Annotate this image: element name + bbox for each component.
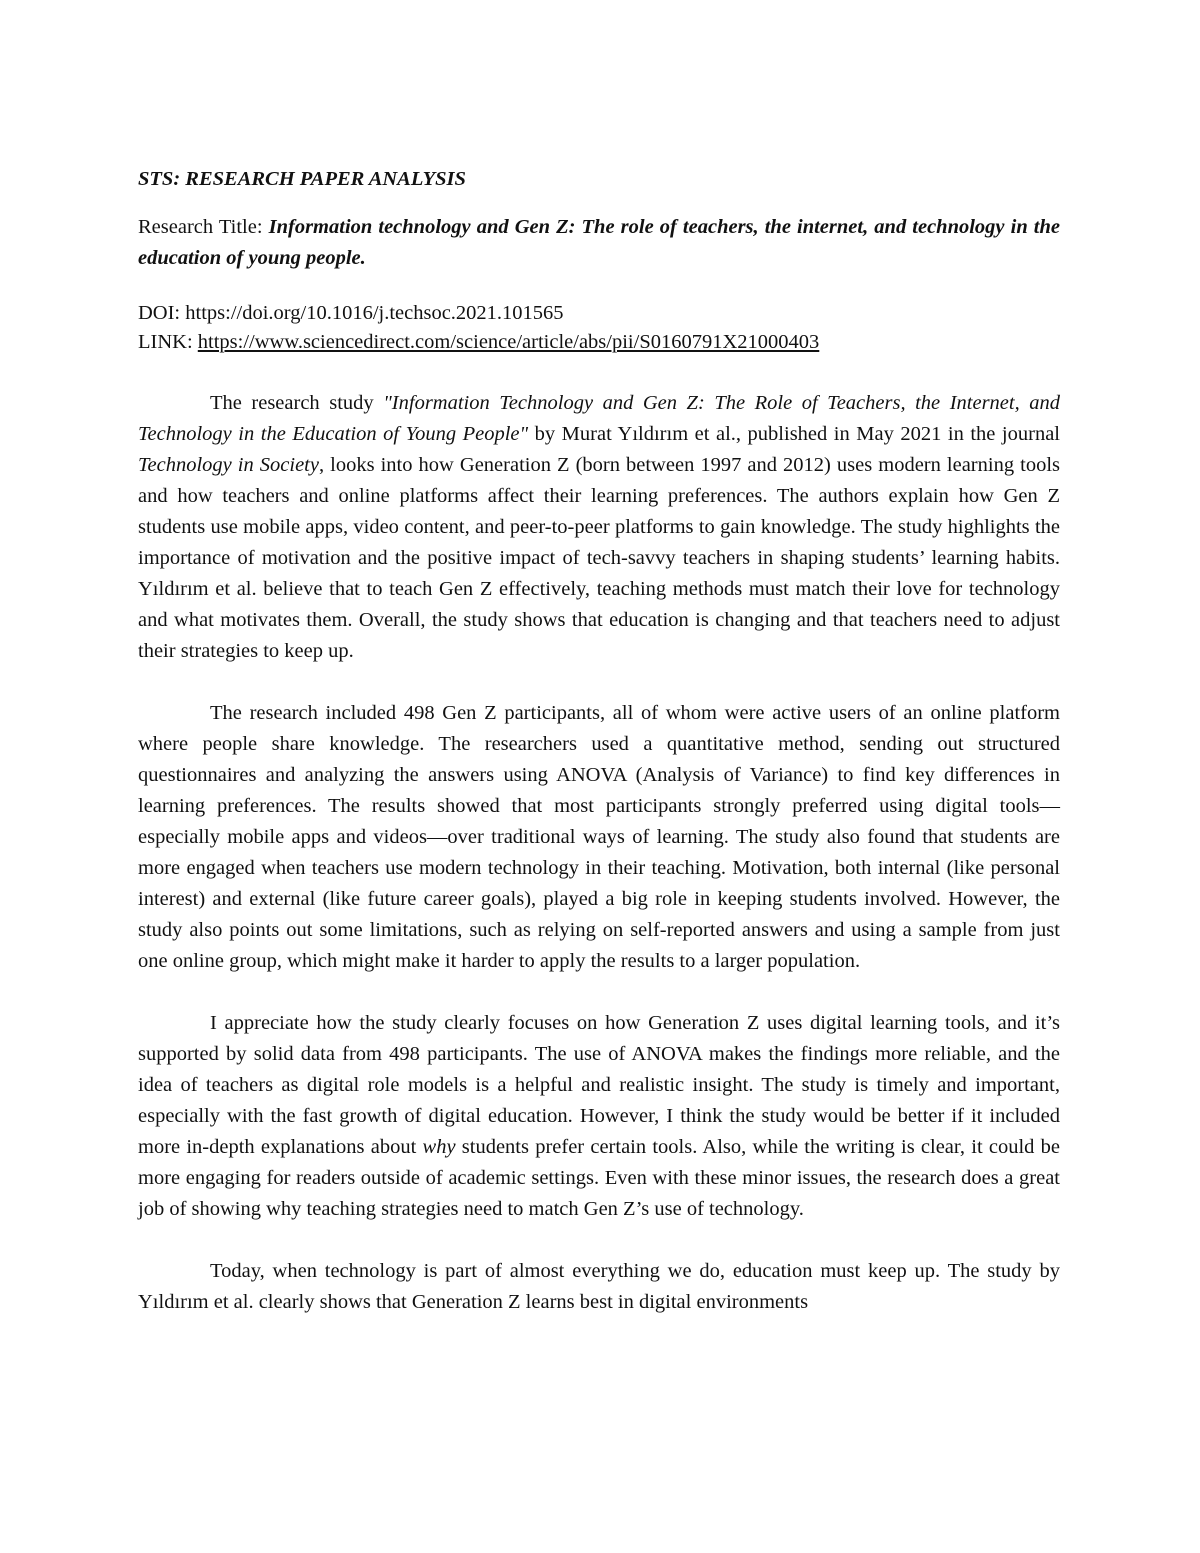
link-label: LINK: <box>138 331 198 353</box>
paragraph-evaluation-before: I appreciate how the study clearly focuses on how Generation Z uses digital learning tools, and it’s supported by solid data from 498 participants. The use of ANOVA makes the findings more reliable, and the idea of teachers as digital role models is a helpful and realistic insight. The study is timely and important, especially with the fast growth of digital education. However, I think the study would be better if it included more in-depth explanations about <box>138 1012 1060 1158</box>
research-title-label: Research Title: <box>138 216 269 238</box>
paragraph-summary-mid: by Murat Yıldırım et al., published in May 2021 in the journal <box>528 423 1060 445</box>
paragraph-summary <box>138 388 1060 667</box>
paragraph-methods: The research included 498 Gen Z participants, all of whom were active users of an online platform where people share knowledge. The researchers used a quantitative method, sending out structured questionnaires and analyzing the answers using ANOVA (Analysis of Variance) to find key differences in learning preferences. The results showed that most participants strongly preferred using digital tools—especially mobile apps and videos—over traditional ways of learning. The study also found that students are more engaged when teachers use modern technology in their teaching. Motivation, both internal (like personal interest) and external (like future career goals), played a big role in keeping students involved. However, the study also points out some limitations, such as relying on self-reported answers and using a sample from just one online group, which might make it harder to apply the results to a larger population. <box>138 702 1060 972</box>
paragraph-summary-intro: The research study <box>210 392 384 414</box>
journal-name: Technology in Society <box>138 454 319 476</box>
doi-line <box>138 299 1060 328</box>
paragraph-evaluation-after: students prefer certain tools. Also, while the writing is clear, it could be more engaging for readers outside of academic settings. Even with these minor issues, the research does a great job of showing why teaching strategies need to match Gen Z’s use of technology. <box>138 1136 1061 1220</box>
article-link[interactable]: https://www.sciencedirect.com/science/article/abs/pii/S0160791X21000403 <box>197 331 820 353</box>
paragraph-evaluation <box>138 1008 1060 1225</box>
paragraph-conclusion: Today, when technology is part of almost everything we do, education must keep up. The study by Yıldırım et al. clearly shows that Generation Z learns best in digital environments <box>138 1260 1060 1313</box>
emphasis-why: why <box>422 1136 456 1158</box>
research-title-text: Information technology and Gen Z: The role of teachers, the internet, and technology in the education of young people. <box>138 216 1060 269</box>
link-line <box>138 328 1060 357</box>
document-body <box>138 164 1060 1318</box>
doi-label: DOI: <box>138 302 186 324</box>
document-heading: STS: RESEARCH PAPER ANALYSIS <box>138 168 466 190</box>
research-title-line <box>138 212 1060 274</box>
paragraph-summary-rest: , looks into how Generation Z (born between 1997 and 2012) uses modern learning tools and how teachers and online platforms affect their learning preferences. The authors explain how Gen Z students use mobile apps, video content, and peer-to-peer platforms to gain knowledge. The study highlights the importance of motivation and the positive impact of tech-savvy teachers in shaping students’ learning habits. Yıldırım et al. believe that to teach Gen Z effectively, teaching methods must match their love for technology and what motivates them. Overall, the study shows that education is changing and that teachers need to adjust their strategies to keep up. <box>138 454 1060 662</box>
reference-block <box>138 299 1060 357</box>
doi-value: https://doi.org/10.1016/j.techsoc.2021.101565 <box>185 302 564 324</box>
study-title-quote: "Information Technology and Gen Z: The Role of Teachers, the Internet, and Technology in the Education of Young People" <box>138 392 1060 445</box>
